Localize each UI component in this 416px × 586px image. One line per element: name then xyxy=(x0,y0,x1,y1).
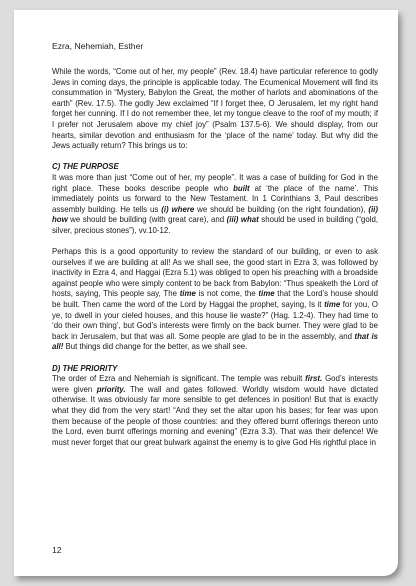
section-heading-purpose: C) THE PURPOSE xyxy=(52,162,119,172)
emphasis: (ii) how xyxy=(52,204,378,225)
book-page xyxy=(14,10,398,576)
paragraph-purpose: It was more than just “Come out of her, my people”. It was a case of building for God in the right place. These books describe people who built at ‘the place of the name’. This immediately points us forward to the New Testament. In 1 Corinthians 3, Paul describes assembly building. He tells us (i) where we should be building (on the right foundation), (ii) how we should be building (with great care), and (iii) what should be used in building (“gold, silver, precious stones”), vv.10-12. xyxy=(52,172,379,235)
paragraph-priority: The order of Ezra and Nehemiah is significant. The temple was rebuilt first. God’s interests were given priority. The wall and gates followed. Worldly wisdom would have dictated otherwise. It was obviously far more sensible to get defences in position! But that is exactly what they did from the very start! “And they set the altar upon his bases; for fear was upon them because of the people of those countries: and they offered burnt offerings thereon unto the Lord, even burnt offerings morning and evening” (Ezra 3.3). That was their defence! We must never forget that our great bulwark against the enemy is to give God His rightful place in xyxy=(52,374,378,447)
emphasis: time xyxy=(179,289,196,299)
emphasis: time xyxy=(324,300,341,310)
emphasis: that is all! xyxy=(52,331,378,352)
paragraph-building-standard: Perhaps this is a good opportunity to review the standard of our building, or even to ask ourselves if we are building at all! As we shall see, the good start in Ezra 3, was followed by inactivity in Ezra 4, and Haggai (Ezra 5.1) was obliged to open his preaching with a broadside against people who were simply content to be back from Babylon: “Thus speaketh the Lord of hosts, saying, This people say, The time is not come, the time that the Lord’s house should be built. Then came the word of the Lord by Haggai the prophet, saying, Is it time for you, O ye, to dwell in your cieled houses, and this house lie waste?” (Hag. 1.2-4). They had time to ‘do their own thing’, but God’s interests were firmly on the back burner. They were glad to be back in Jerusalem, but that was all. Some people are glad to be in the assembly, and that is all! But things did change for the better, as we shall see. xyxy=(52,247,379,352)
page-body xyxy=(52,67,378,448)
emphasis: time xyxy=(258,289,275,299)
section-heading-priority: D) THE PRIORITY xyxy=(52,363,118,373)
emphasis: first. xyxy=(305,374,323,384)
running-head: Ezra, Nehemiah, Esther xyxy=(52,41,144,51)
emphasis: (iii) what xyxy=(226,215,259,225)
page-number: 12 xyxy=(52,545,62,555)
emphasis: built xyxy=(233,183,250,193)
emphasis: priority. xyxy=(96,384,126,394)
paragraph-opening: While the words, “Come out of her, my people” (Rev. 18.4) have particular reference to godly Jews in coming days, the principle is applicable today. The Ecumenical Movement will find its consummation in “Mystery, Babylon the Great, the mother of harlots and abominations of the earth” (Rev. 17.5). The godly Jew exclaimed “If I forget thee, O Jerusalem, let my right hand forget her cunning. If I do not remember thee, let my tongue cleave to the roof of my mouth; if I prefer not Jerusalem above my chief joy” (Psalm 137.5-6). We should display, from our hearts, similar devotion and enthusiasm for the ‘place of the name’ today. But why did the Jews actually return? This brings us to: xyxy=(52,67,378,151)
emphasis: (i) where xyxy=(161,204,195,214)
